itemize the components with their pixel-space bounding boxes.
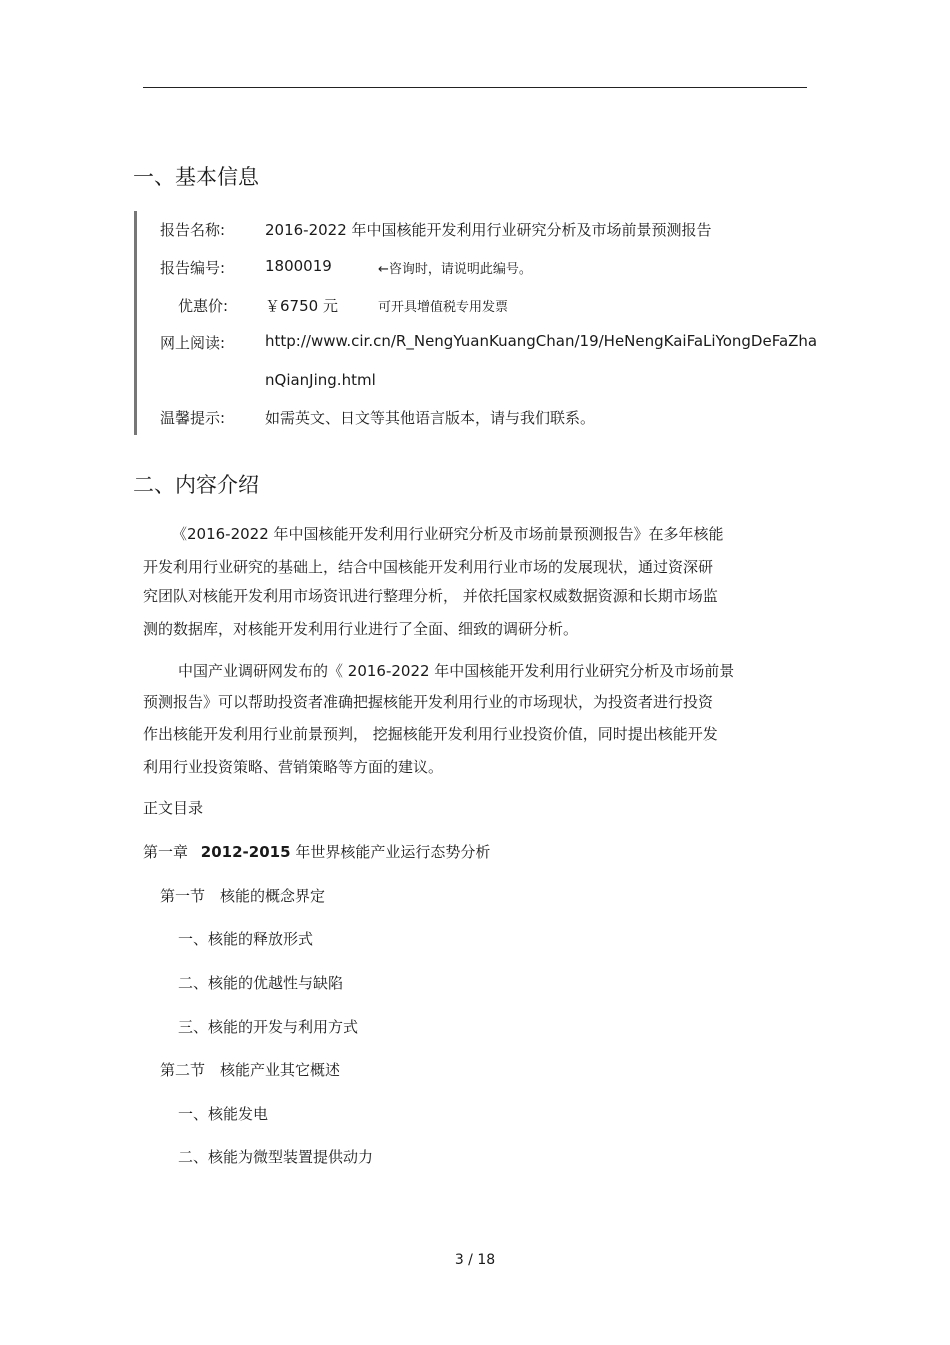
- toc-section-2: 第二节 核能产业其它概述: [160, 1061, 341, 1079]
- para2-line: 作出核能开发利用行业前景预判， 挖掘核能开发利用行业投资价值，同时提出核能开发: [143, 725, 718, 743]
- para2-line: 预测报告》可以帮助投资者准确把握核能开发利用行业的市场现状，为投资者进行投资: [143, 693, 714, 711]
- info-block-bar: [134, 211, 137, 435]
- price-label: 优惠价:: [178, 297, 229, 315]
- chapter-title: 年世界核能产业运行态势分析: [295, 843, 491, 861]
- price-value: ￥6750 元: [265, 297, 338, 315]
- header-rule: [143, 87, 807, 88]
- page-number: 3 / 18: [454, 1252, 496, 1268]
- section2-title: 二、内容介绍: [133, 473, 259, 497]
- toc-item: 一、核能发电: [178, 1105, 269, 1123]
- tip-value: 如需英文、日文等其他语言版本，请与我们联系。: [265, 409, 596, 427]
- chapter-years: 2012-2015: [200, 843, 291, 861]
- report-no-label: 报告编号:: [160, 259, 226, 277]
- report-no-value: 1800019: [265, 257, 332, 275]
- toc-heading: 正文目录: [143, 799, 204, 817]
- price-note: 可开具增值税专用发票: [378, 300, 509, 315]
- online-label: 网上阅读:: [160, 334, 226, 352]
- toc-item: 三、核能的开发与利用方式: [178, 1018, 359, 1036]
- toc-chapter-1: [143, 841, 490, 862]
- toc-item: 二、核能为微型装置提供动力: [178, 1148, 374, 1166]
- toc-section-1: 第一节 核能的概念界定: [160, 887, 326, 905]
- para2-line: 利用行业投资策略、营销策略等方面的建议。: [143, 758, 444, 776]
- report-name-label: 报告名称:: [160, 221, 226, 239]
- para1-line: 测的数据库，对核能开发利用行业进行了全面、细致的调研分析。: [143, 620, 579, 638]
- section1-title: 一、基本信息: [133, 165, 259, 189]
- para1-line: 开发利用行业研究的基础上，结合中国核能开发利用行业市场的发展现状，通过资深研: [143, 558, 714, 576]
- para1-line: 究团队对核能开发利用市场资讯进行整理分析， 并依托国家权威数据资源和长期市场监: [143, 587, 718, 605]
- toc-item: 一、核能的释放形式: [178, 930, 314, 948]
- report-no-note: ←咨询时，请说明此编号。: [378, 262, 532, 277]
- report-name-value: 2016-2022 年中国核能开发利用行业研究分析及市场前景预测报告: [265, 221, 712, 239]
- chapter-prefix: 第一章: [143, 843, 189, 861]
- tip-label: 温馨提示:: [160, 409, 226, 427]
- para2-line: 中国产业调研网发布的《 2016-2022 年中国核能开发利用行业研究分析及市场前景: [178, 662, 735, 680]
- toc-item: 二、核能的优越性与缺陷: [178, 974, 344, 992]
- online-url-line2[interactable]: nQianJing.html: [265, 371, 376, 389]
- para1-line: 《2016-2022 年中国核能开发利用行业研究分析及市场前景预测报告》在多年核能: [172, 525, 724, 543]
- online-url-line1[interactable]: http://www.cir.cn/R_NengYuanKuangChan/19/HeNengKaiFaLiYongDeFaZha: [265, 332, 818, 350]
